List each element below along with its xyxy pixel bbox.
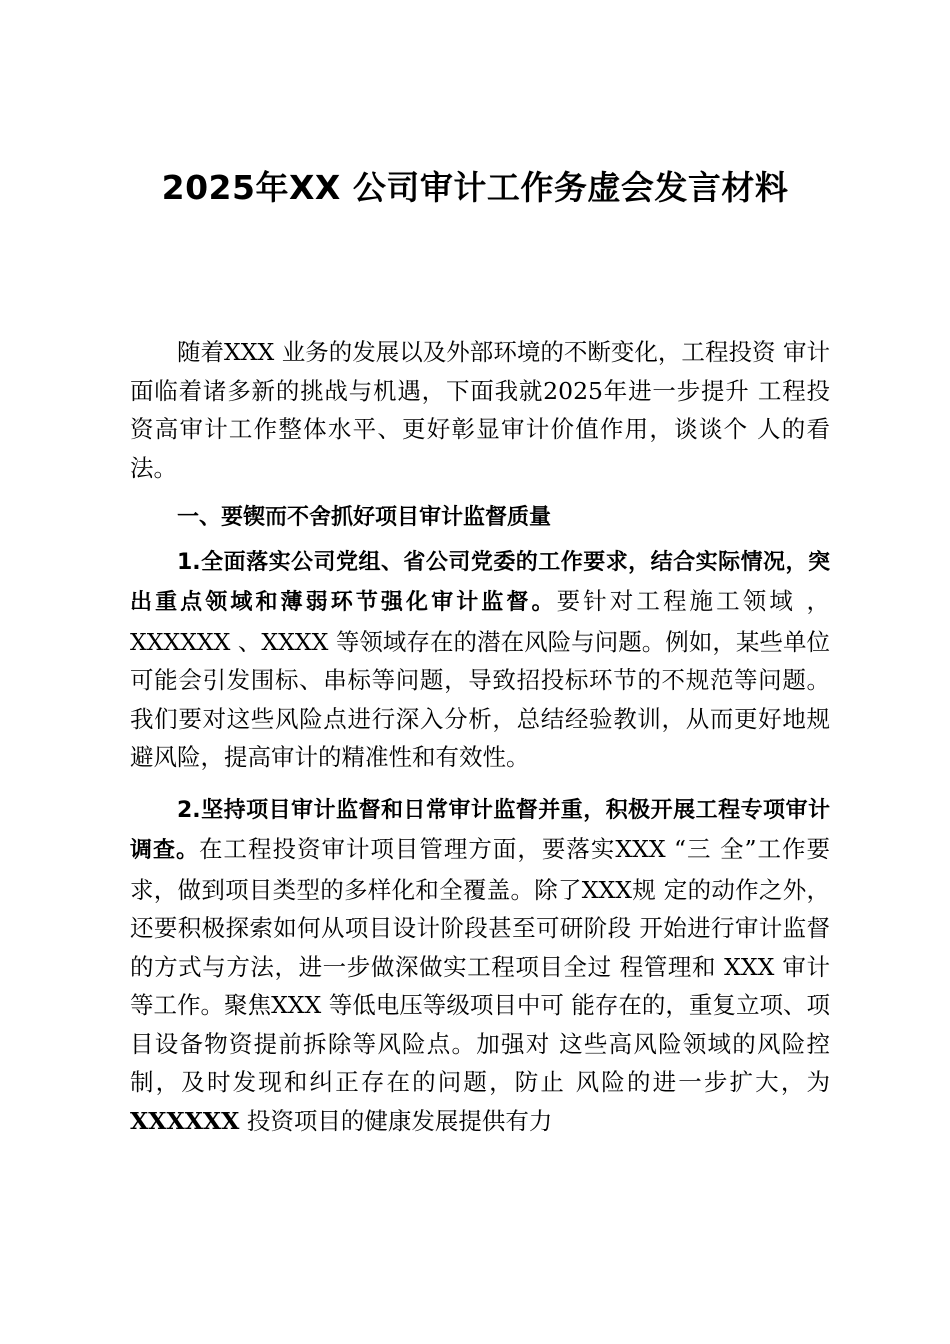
item-2-bold-code: XXXXXX (130, 1106, 240, 1135)
item-2-text-b: 投资项目的健康发展提供有力 (239, 1106, 553, 1135)
item-1-text: 要针对工程施工领域 ，XXXXXX 、XXXX 等领域存在的潜在风险与问题。例如，某些单位可能会引发围标、串标等问题，导致招投标环节的不规范等问题。我们要对这些风险点进行深入分析，总结经验教训，从而更好地规避风险，提高审计的精准性和有效性。 (130, 587, 830, 771)
item-1-bold-lead: 1.全面落实公司党组、省公司党委的工作要求，结合实际情况，突出重点领域和薄弱环节强化审计监督。 (130, 549, 830, 615)
document-title: 2025年XX 公司审计工作务虚会发言材料 (161, 168, 789, 207)
item-2-paragraph (130, 790, 830, 1141)
section-heading-1: 一、要锲而不舍抓好项目审计监督质量 (177, 505, 552, 530)
document-body (130, 333, 830, 1140)
item-2-text-a: 在工程投资审计项目管理方面，要落实XXX “三 全”工作要求，做到项目类型的多样化和全覆盖。除了XXX规 定的动作之外，还要积极探索如何从项目设计阶段甚至可研阶段 开始进行审计监督的方式与方法，进一步做深做实工程项目全过 程管理和 XXX 审计等工作。聚焦XXX 等低电压等级项目中可 能存在的，重复立项、项目设备物资提前拆除等风险点。加强对 这些高风险领域的风险控制，及时发现和纠正存在的问题，防止 风险的进一步扩大，为 (130, 835, 830, 1096)
item-2-bold-lead: 2.坚持项目审计监督和日常审计监督并重，积极开展工程专项审计调查。 (130, 797, 830, 863)
item-1-paragraph (130, 542, 830, 777)
intro-paragraph: 随着XXX 业务的发展以及外部环境的不断变化，工程投资 审计面临着诸多新的挑战与机遇，下面我就2025年进一步提升 工程投资高审计工作整体水平、更好彰显审计价值作用，谈谈个 人的看法。 (130, 338, 830, 482)
